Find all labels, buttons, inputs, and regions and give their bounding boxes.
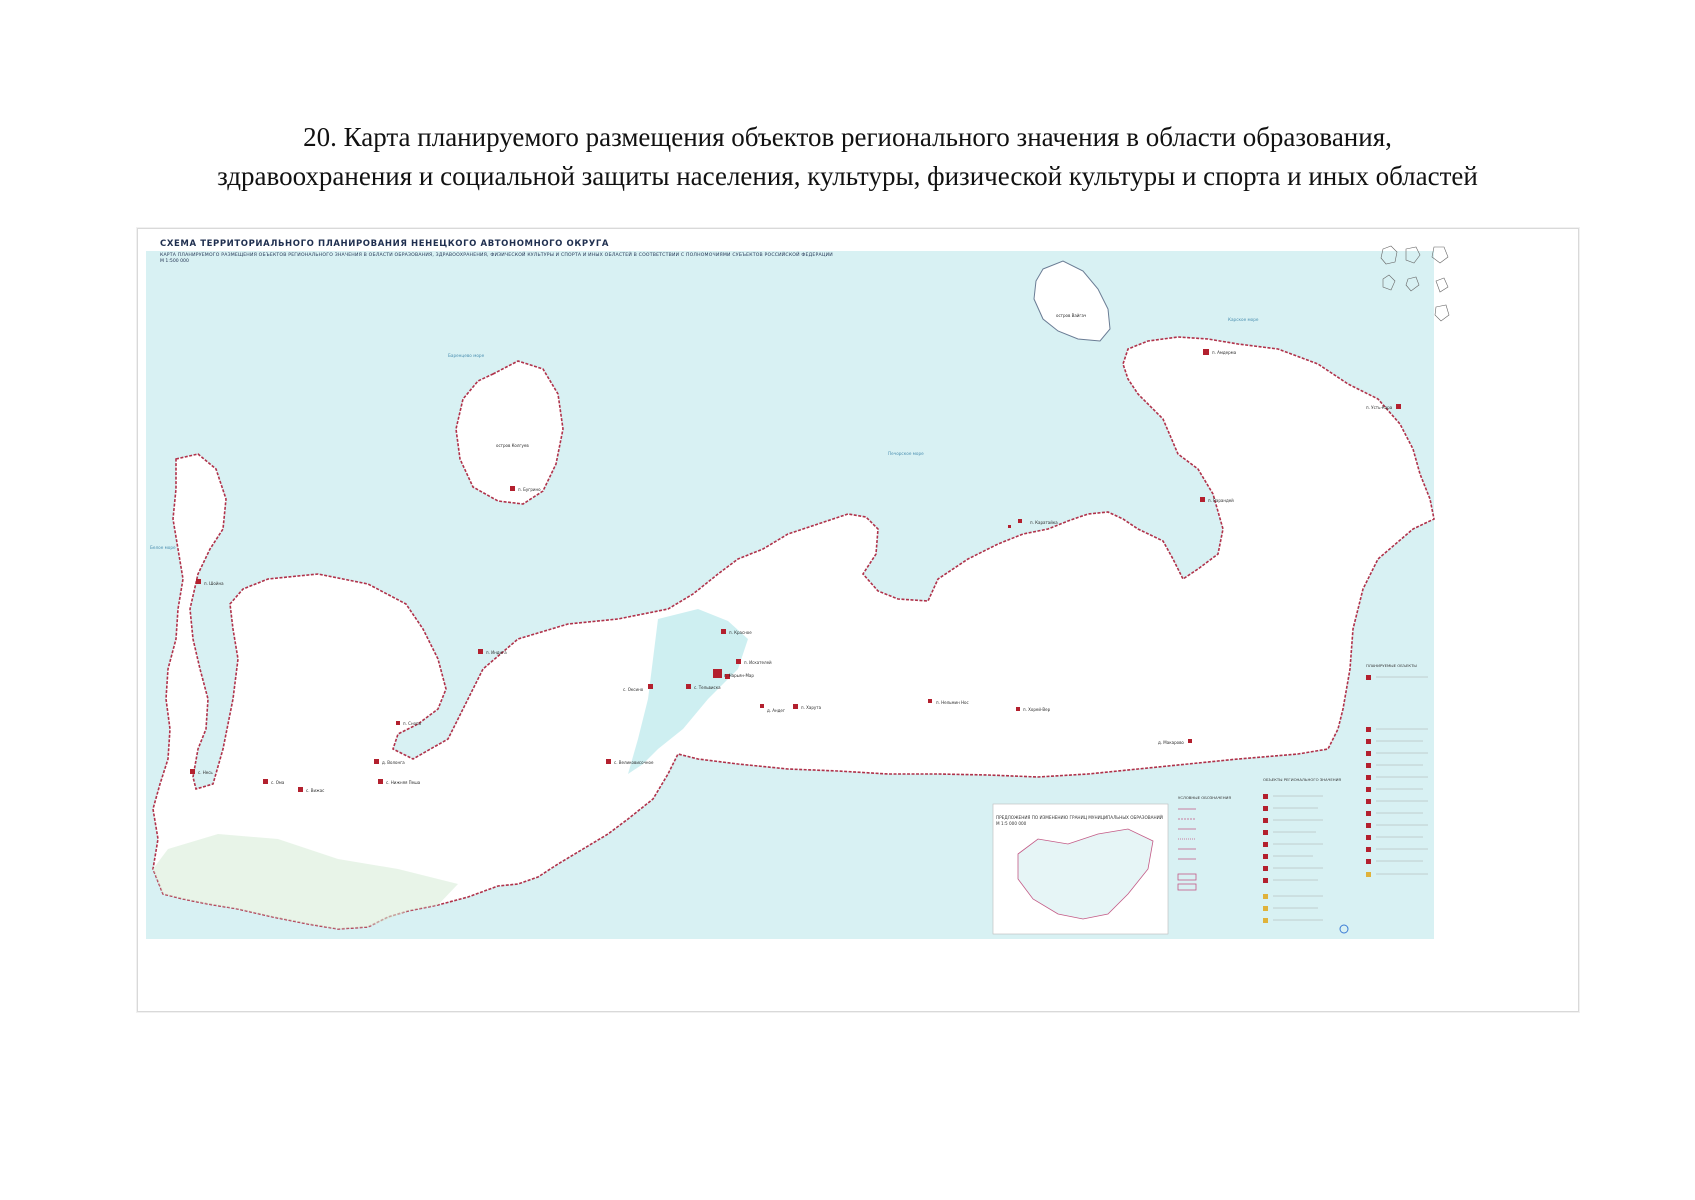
label-karatayka: п. Каратайка xyxy=(1030,520,1058,525)
marker-khorey-ver[interactable] xyxy=(1016,707,1020,711)
inset-title: ПРЕДЛОЖЕНИЯ ПО ИЗМЕНЕНИЮ ГРАНИЦ МУНИЦИПАЛЬНЫХ ОБРАЗОВАНИЙ xyxy=(996,815,1163,820)
marker-snopa[interactable] xyxy=(396,721,400,725)
page-title-line-2: здравоохранения и социальной защиты населения, культуры, физической культуры и спорта и иных областей xyxy=(217,161,1478,191)
label-vizhas: с. Вижас xyxy=(306,788,325,793)
marker-nes[interactable] xyxy=(190,769,195,774)
marker-telviska[interactable] xyxy=(686,684,691,689)
label-velikovisochnoe: с. Великовисочное xyxy=(614,760,654,765)
label-indiga: п. Индига xyxy=(486,650,507,655)
label-khorey-ver: п. Хорей-Вер xyxy=(1023,707,1051,712)
label-snopa: п. Снопа xyxy=(403,721,422,726)
marker-krasnoe[interactable] xyxy=(721,629,726,634)
marker-nelmin-nos[interactable] xyxy=(928,699,932,703)
kara-sea-label: Карское море xyxy=(1228,317,1259,322)
label-oma: с. Ома xyxy=(271,780,285,785)
map-header xyxy=(160,239,1100,264)
kolguev-label: остров Колгуев xyxy=(496,443,529,448)
marker-volonga[interactable] xyxy=(374,759,379,764)
marker-shoyna[interactable] xyxy=(196,579,201,584)
marker-velikovisochnoe[interactable] xyxy=(606,759,611,764)
marker-andeg[interactable] xyxy=(760,704,764,708)
pechora-sea-label: Печорское море xyxy=(888,451,924,456)
map-sheet xyxy=(137,228,1579,1012)
marker-vizhas[interactable] xyxy=(298,787,303,792)
barents-sea-label: Баренцево море xyxy=(448,353,485,358)
label-oksino: с. Оксино xyxy=(623,687,644,692)
legend-col3-heading: ПЛАНИРУЕМЫЕ ОБЪЕКТЫ xyxy=(1366,663,1417,668)
vaygach-label: остров Вайгач xyxy=(1056,313,1087,318)
marker-nizhnyaya-pesha[interactable] xyxy=(378,779,383,784)
legend-col2-heading: ОБЪЕКТЫ РЕГИОНАЛЬНОГО ЗНАЧЕНИЯ xyxy=(1263,777,1342,782)
marker-oma[interactable] xyxy=(263,779,268,784)
label-andeg: д. Андег xyxy=(767,708,785,713)
label-amderma: п. Амдерма xyxy=(1212,350,1237,355)
legend-heading: УСЛОВНЫЕ ОБОЗНАЧЕНИЯ xyxy=(1178,795,1232,800)
label-nizhnyaya-pesha: с. Нижняя Пеша xyxy=(386,780,421,785)
label-shoyna: п. Шойна xyxy=(204,581,224,586)
marker-oksino[interactable] xyxy=(648,684,653,689)
inset-map xyxy=(993,804,1168,934)
label-iskateley: п. Искателей xyxy=(744,660,772,665)
label-volonga: д. Волонга xyxy=(382,760,405,765)
map-header-title: СХЕМА ТЕРРИТОРИАЛЬНОГО ПЛАНИРОВАНИЯ НЕНЕЦКОГО АВТОНОМНОГО ОКРУГА xyxy=(160,239,610,249)
marker-coast-2[interactable] xyxy=(1008,525,1011,528)
label-nes: с. Несь xyxy=(198,770,213,775)
marker-makarovo[interactable] xyxy=(1188,739,1192,743)
marker-varandey[interactable] xyxy=(1200,497,1205,502)
page-title-line-1: 20. Карта планируемого размещения объектов регионального значения в области образования, xyxy=(303,122,1392,152)
label-kharuta: п. Харута xyxy=(801,705,822,710)
marker-iskateley[interactable] xyxy=(736,659,741,664)
inset-scale: М 1:5 000 000 xyxy=(996,821,1027,826)
white-sea-label: Белое море xyxy=(150,545,176,550)
marker-coast-1[interactable] xyxy=(1018,519,1022,523)
marker-kharuta[interactable] xyxy=(793,704,798,709)
label-ust-kara: п. Усть-Кара xyxy=(1366,405,1393,410)
marker-bugrino[interactable] xyxy=(510,486,515,491)
label-krasnoe: п. Красное xyxy=(729,630,752,635)
map-header-subtitle: КАРТА ПЛАНИРУЕМОГО РАЗМЕЩЕНИЯ ОБЪЕКТОВ РЕГИОНАЛЬНОГО ЗНАЧЕНИЯ В ОБЛАСТИ ОБРАЗОВАНИЯ, ЗДРАВООХРАНЕНИЯ, ФИЗИЧЕСКОЙ КУЛЬТУРЫ И СПОРТА И ИНЫХ ОБЛАСТЕЙ В СООТВЕТСТВИИ С ПОЛНОМОЧИЯМИ СУБЪЕКТОВ РОССИЙСКОЙ ФЕДЕРАЦИИ xyxy=(160,253,833,258)
map-header-scale: М 1:500 000 xyxy=(160,259,189,264)
page-title xyxy=(0,118,1695,196)
label-bugrino: п. Бугрино xyxy=(518,487,541,492)
marker-naryan-mar[interactable] xyxy=(713,669,722,678)
marker-amderma[interactable] xyxy=(1203,349,1209,355)
map-canvas[interactable] xyxy=(138,229,1578,1011)
label-nelmin-nos: п. Нельмин Нос xyxy=(936,700,969,705)
label-makarovo: д. Макарово xyxy=(1158,740,1184,745)
label-naryan-mar: г. Нарьян-Мар xyxy=(724,673,754,678)
marker-ust-kara[interactable] xyxy=(1396,404,1401,409)
label-varandey: п. Варандей xyxy=(1208,498,1234,503)
label-telviska: с. Тельвиска xyxy=(694,685,721,690)
marker-indiga[interactable] xyxy=(478,649,483,654)
